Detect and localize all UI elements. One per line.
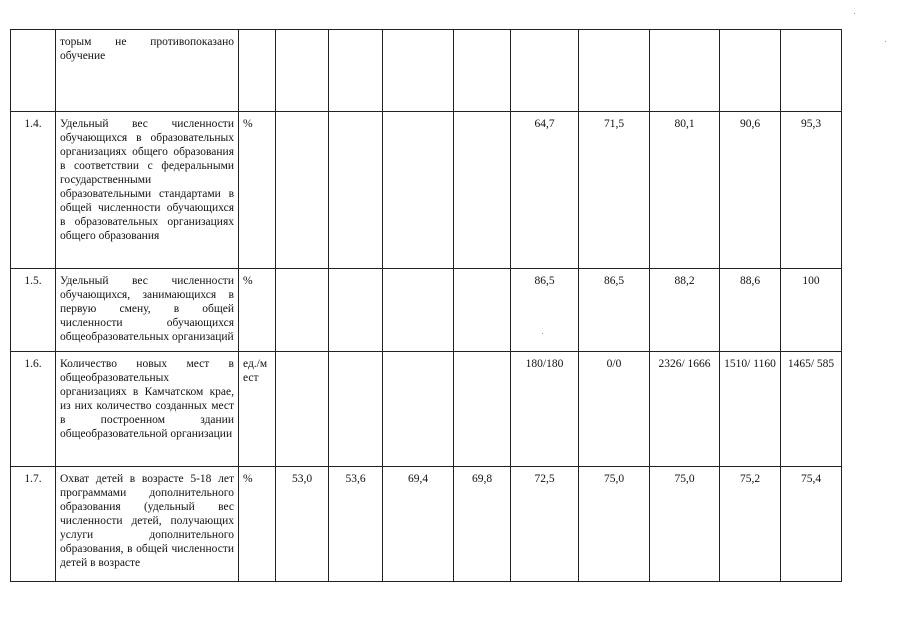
indicator-description: Удельный вес численности обучающихся в образовательных организациях общего образования в соответствии с федеральными государственными образовательными стандартами в общей численности обучающихся в образовательных организациях общего образования xyxy=(56,112,239,269)
value-cell: 64,7 xyxy=(511,112,579,269)
row-number: 1.6. xyxy=(11,352,56,467)
value-cell: 1465/ 585 xyxy=(781,352,842,467)
value-cell: 71,5 xyxy=(579,112,650,269)
value-cell: 69,4 xyxy=(383,467,454,582)
table-row xyxy=(11,269,842,352)
value-cell xyxy=(276,352,329,467)
value-cell: 75,4 xyxy=(781,467,842,582)
value-cell xyxy=(720,30,781,112)
value-cell xyxy=(781,30,842,112)
value-cell: 72,5 xyxy=(511,467,579,582)
value-cell: 88,2 xyxy=(650,269,720,352)
value-cell xyxy=(276,112,329,269)
value-cell xyxy=(383,269,454,352)
value-cell: 95,3 xyxy=(781,112,842,269)
table-row xyxy=(11,467,842,582)
value-cell: 100 xyxy=(781,269,842,352)
value-cell xyxy=(329,112,383,269)
table-row xyxy=(11,352,842,467)
value-cell xyxy=(454,269,511,352)
value-cell: 0/0 xyxy=(579,352,650,467)
value-cell: 69,8 xyxy=(454,467,511,582)
value-cell xyxy=(383,352,454,467)
row-number xyxy=(11,30,56,112)
indicator-description: Охват детей в возрасте 5-18 лет программами дополнительного образования (удельный вес численности детей, получающих услуги дополнительного образования, в общей численности детей в возрасте xyxy=(56,467,239,582)
value-cell: 86,5 xyxy=(511,269,579,352)
value-cell xyxy=(454,352,511,467)
value-cell: 53,6 xyxy=(329,467,383,582)
value-cell: 2326/ 1666 xyxy=(650,352,720,467)
value-cell: 75,0 xyxy=(650,467,720,582)
indicator-description: Количество новых мест в общеобразовательных организациях в Камчатском крае, из них количество созданных мест в построенном здании общеобразовательной организации xyxy=(56,352,239,467)
table-row xyxy=(11,30,842,112)
value-cell xyxy=(454,30,511,112)
value-cell xyxy=(329,269,383,352)
unit-cell: % xyxy=(239,112,276,269)
value-cell xyxy=(383,30,454,112)
value-cell: 90,6 xyxy=(720,112,781,269)
indicators-table xyxy=(10,29,842,582)
value-cell xyxy=(383,112,454,269)
value-cell xyxy=(329,352,383,467)
indicator-description: Удельный вес численности обучающихся, занимающихся в первую смену, в общей численности обучающихся общеобразовательных организаций xyxy=(56,269,239,352)
value-cell xyxy=(511,30,579,112)
row-number: 1.5. xyxy=(11,269,56,352)
table-row xyxy=(11,112,842,269)
value-cell: 75,2 xyxy=(720,467,781,582)
value-cell: 75,0 xyxy=(579,467,650,582)
row-number: 1.4. xyxy=(11,112,56,269)
value-cell xyxy=(329,30,383,112)
value-cell xyxy=(454,112,511,269)
unit-cell: % xyxy=(239,269,276,352)
value-cell: 80,1 xyxy=(650,112,720,269)
value-cell: 1510/ 1160 xyxy=(720,352,781,467)
value-cell: 53,0 xyxy=(276,467,329,582)
unit-cell xyxy=(239,30,276,112)
scan-speck xyxy=(854,13,855,14)
indicator-description: торым не противопоказано обучение xyxy=(56,30,239,112)
value-cell: 86,5 xyxy=(579,269,650,352)
unit-cell: % xyxy=(239,467,276,582)
value-cell xyxy=(276,30,329,112)
scan-speck xyxy=(885,41,886,42)
scan-speck xyxy=(542,333,543,334)
value-cell xyxy=(276,269,329,352)
value-cell: 88,6 xyxy=(720,269,781,352)
value-cell: 180/180 xyxy=(511,352,579,467)
unit-cell: ед./м ест xyxy=(239,352,276,467)
value-cell xyxy=(650,30,720,112)
value-cell xyxy=(579,30,650,112)
row-number: 1.7. xyxy=(11,467,56,582)
